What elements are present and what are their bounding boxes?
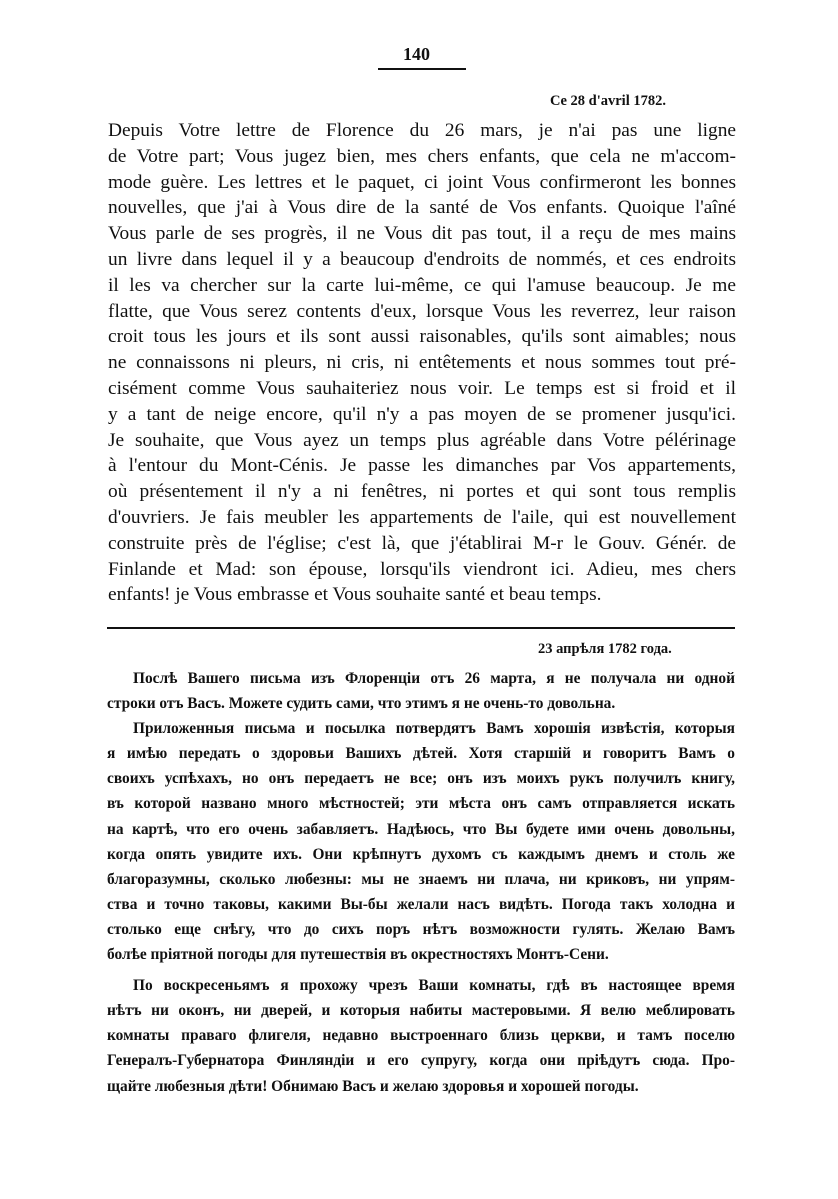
- french-line: enfants! je Vous embrasse et Vous souhaite santé et beau temps.: [108, 584, 602, 606]
- russian-line: благоразумны, сколько любезны: мы не знаемъ ни плача, ни криковъ, ни упрям-: [107, 870, 735, 888]
- french-line: à l'entour du Mont-Cénis. Je passe les dimanches par Vos appartements,: [108, 455, 736, 477]
- french-line: nouvelles, que j'ai à Vous dire de la santé de Vos enfants. Quoique l'aîné: [108, 197, 736, 219]
- french-line: un livre dans lequel il y a beaucoup d'endroits de nommés, et ces endroits: [108, 248, 736, 270]
- french-line: il les va chercher sur la carte lui-même, ce qui l'amuse beaucoup. Je me: [108, 274, 736, 296]
- russian-line: ства и точно таковы, какими Вы-бы желали насъ видѣть. Погода такъ холодна и: [107, 895, 735, 913]
- russian-line: когда опять увидите ихъ. Они крѣпнутъ духомъ съ каждымъ днемъ и столь же: [107, 845, 735, 863]
- french-letter-body: [108, 118, 736, 608]
- french-line: de Votre part; Vous jugez bien, mes chers enfants, que cela ne m'accom-: [108, 145, 736, 167]
- french-line: où présentement il n'y a ni fenêtres, ni portes et qui sont tous remplis: [108, 481, 736, 503]
- russian-line: въ которой названо много мѣстностей; эти мѣста онъ самъ отправляется искать: [107, 795, 735, 813]
- russian-line: По воскресеньямъ я прохожу чрезъ Ваши комнаты, гдѣ въ настоящее время: [133, 977, 735, 995]
- page-number: 140: [403, 44, 430, 64]
- russian-translation-body: [107, 666, 735, 1099]
- french-line: cisément comme Vous sauhaiteriez nous voir. Le temps est si froid et il: [108, 377, 736, 399]
- french-line: flatte, que Vous serez contents d'eux, lorsque Vous les reverrez, leur raison: [108, 300, 736, 322]
- french-line: Finlande et Mad: son épouse, lorsqu'ils viendront ici. Adieu, mes chers: [108, 558, 736, 580]
- russian-line: Послѣ Вашего письма изъ Флоренціи отъ 26 марта, я не получала ни одной: [133, 670, 735, 687]
- russian-line: комнаты праваго флигеля, недавно выстроеннаго близь церкви, и тамъ поселю: [107, 1027, 735, 1045]
- russian-line: строки отъ Васъ. Можете судить сами, что этимъ я не очень-то довольна.: [107, 695, 616, 713]
- section-divider: [107, 627, 735, 629]
- french-line: d'ouvriers. Je fais meubler les appartements de l'aile, qui est nouvellement: [108, 506, 736, 528]
- russian-line: я имѣю передать о здоровьи Вашихъ дѣтей. Хотя старшій и говоритъ Вамъ о: [107, 745, 735, 763]
- russian-line: Генералъ-Губернатора Финляндіи и его супругу, когда они пріѣдутъ сюда. Про-: [107, 1052, 735, 1070]
- russian-line: на картѣ, что его очень забавляетъ. Надѣюсь, что Вы будете ими очень довольны,: [107, 820, 735, 838]
- russian-line: нѣтъ ни оконъ, ни дверей, и которыя набиты мастеровыми. Я велю меблировать: [107, 1002, 735, 1020]
- french-line: ne connaissons ni pleurs, ni cris, ni entêtements et nous sommes tout pré-: [108, 352, 736, 374]
- russian-line: столько еще снѣгу, что до сихъ поръ нѣтъ возможности гулять. Желаю Вамъ: [107, 920, 735, 938]
- page-number-rule: [378, 68, 466, 70]
- french-letter-date: Ce 28 d'avril 1782.: [550, 93, 666, 109]
- french-line: croit tous les jours et ils sont aussi raisonables, qu'ils sont aimables; nous: [108, 326, 736, 348]
- french-line: y a tant de neige encore, qu'il n'y a pas moyen de se promener jusqu'ici.: [108, 403, 736, 425]
- french-line: Je souhaite, que Vous ayez un temps plus agréable dans Votre pélérinage: [108, 429, 736, 451]
- russian-line: своихъ успѣхахъ, но онъ передаетъ не все; онъ изъ моихъ рукъ получилъ книгу,: [107, 770, 735, 788]
- russian-translation-date: 23 апрѣля 1782 года.: [538, 641, 672, 657]
- russian-line: щайте любезныя дѣти! Обнимаю Васъ и желаю здоровья и хорошей погоды.: [107, 1077, 639, 1095]
- french-line: Vous parle de ses progrès, il ne Vous dit pas tout, il a reçu de mes mains: [108, 223, 736, 245]
- russian-line: болѣе пріятной погоды для путешествія въ окрестностяхъ Монтъ-Сени.: [107, 946, 609, 964]
- french-line: mode guère. Les lettres et le paquet, ci joint Vous confirmeront les bonnes: [108, 171, 736, 193]
- russian-line: Приложенныя письма и посылка потвердятъ Вамъ хорошія извѣстія, которыя: [133, 720, 735, 738]
- french-line: construite près de l'église; c'est là, que j'établirai M-r le Gouv. Génér. de: [108, 532, 736, 554]
- french-line: Depuis Votre lettre de Florence du 26 mars, je n'ai pas une ligne: [108, 120, 736, 141]
